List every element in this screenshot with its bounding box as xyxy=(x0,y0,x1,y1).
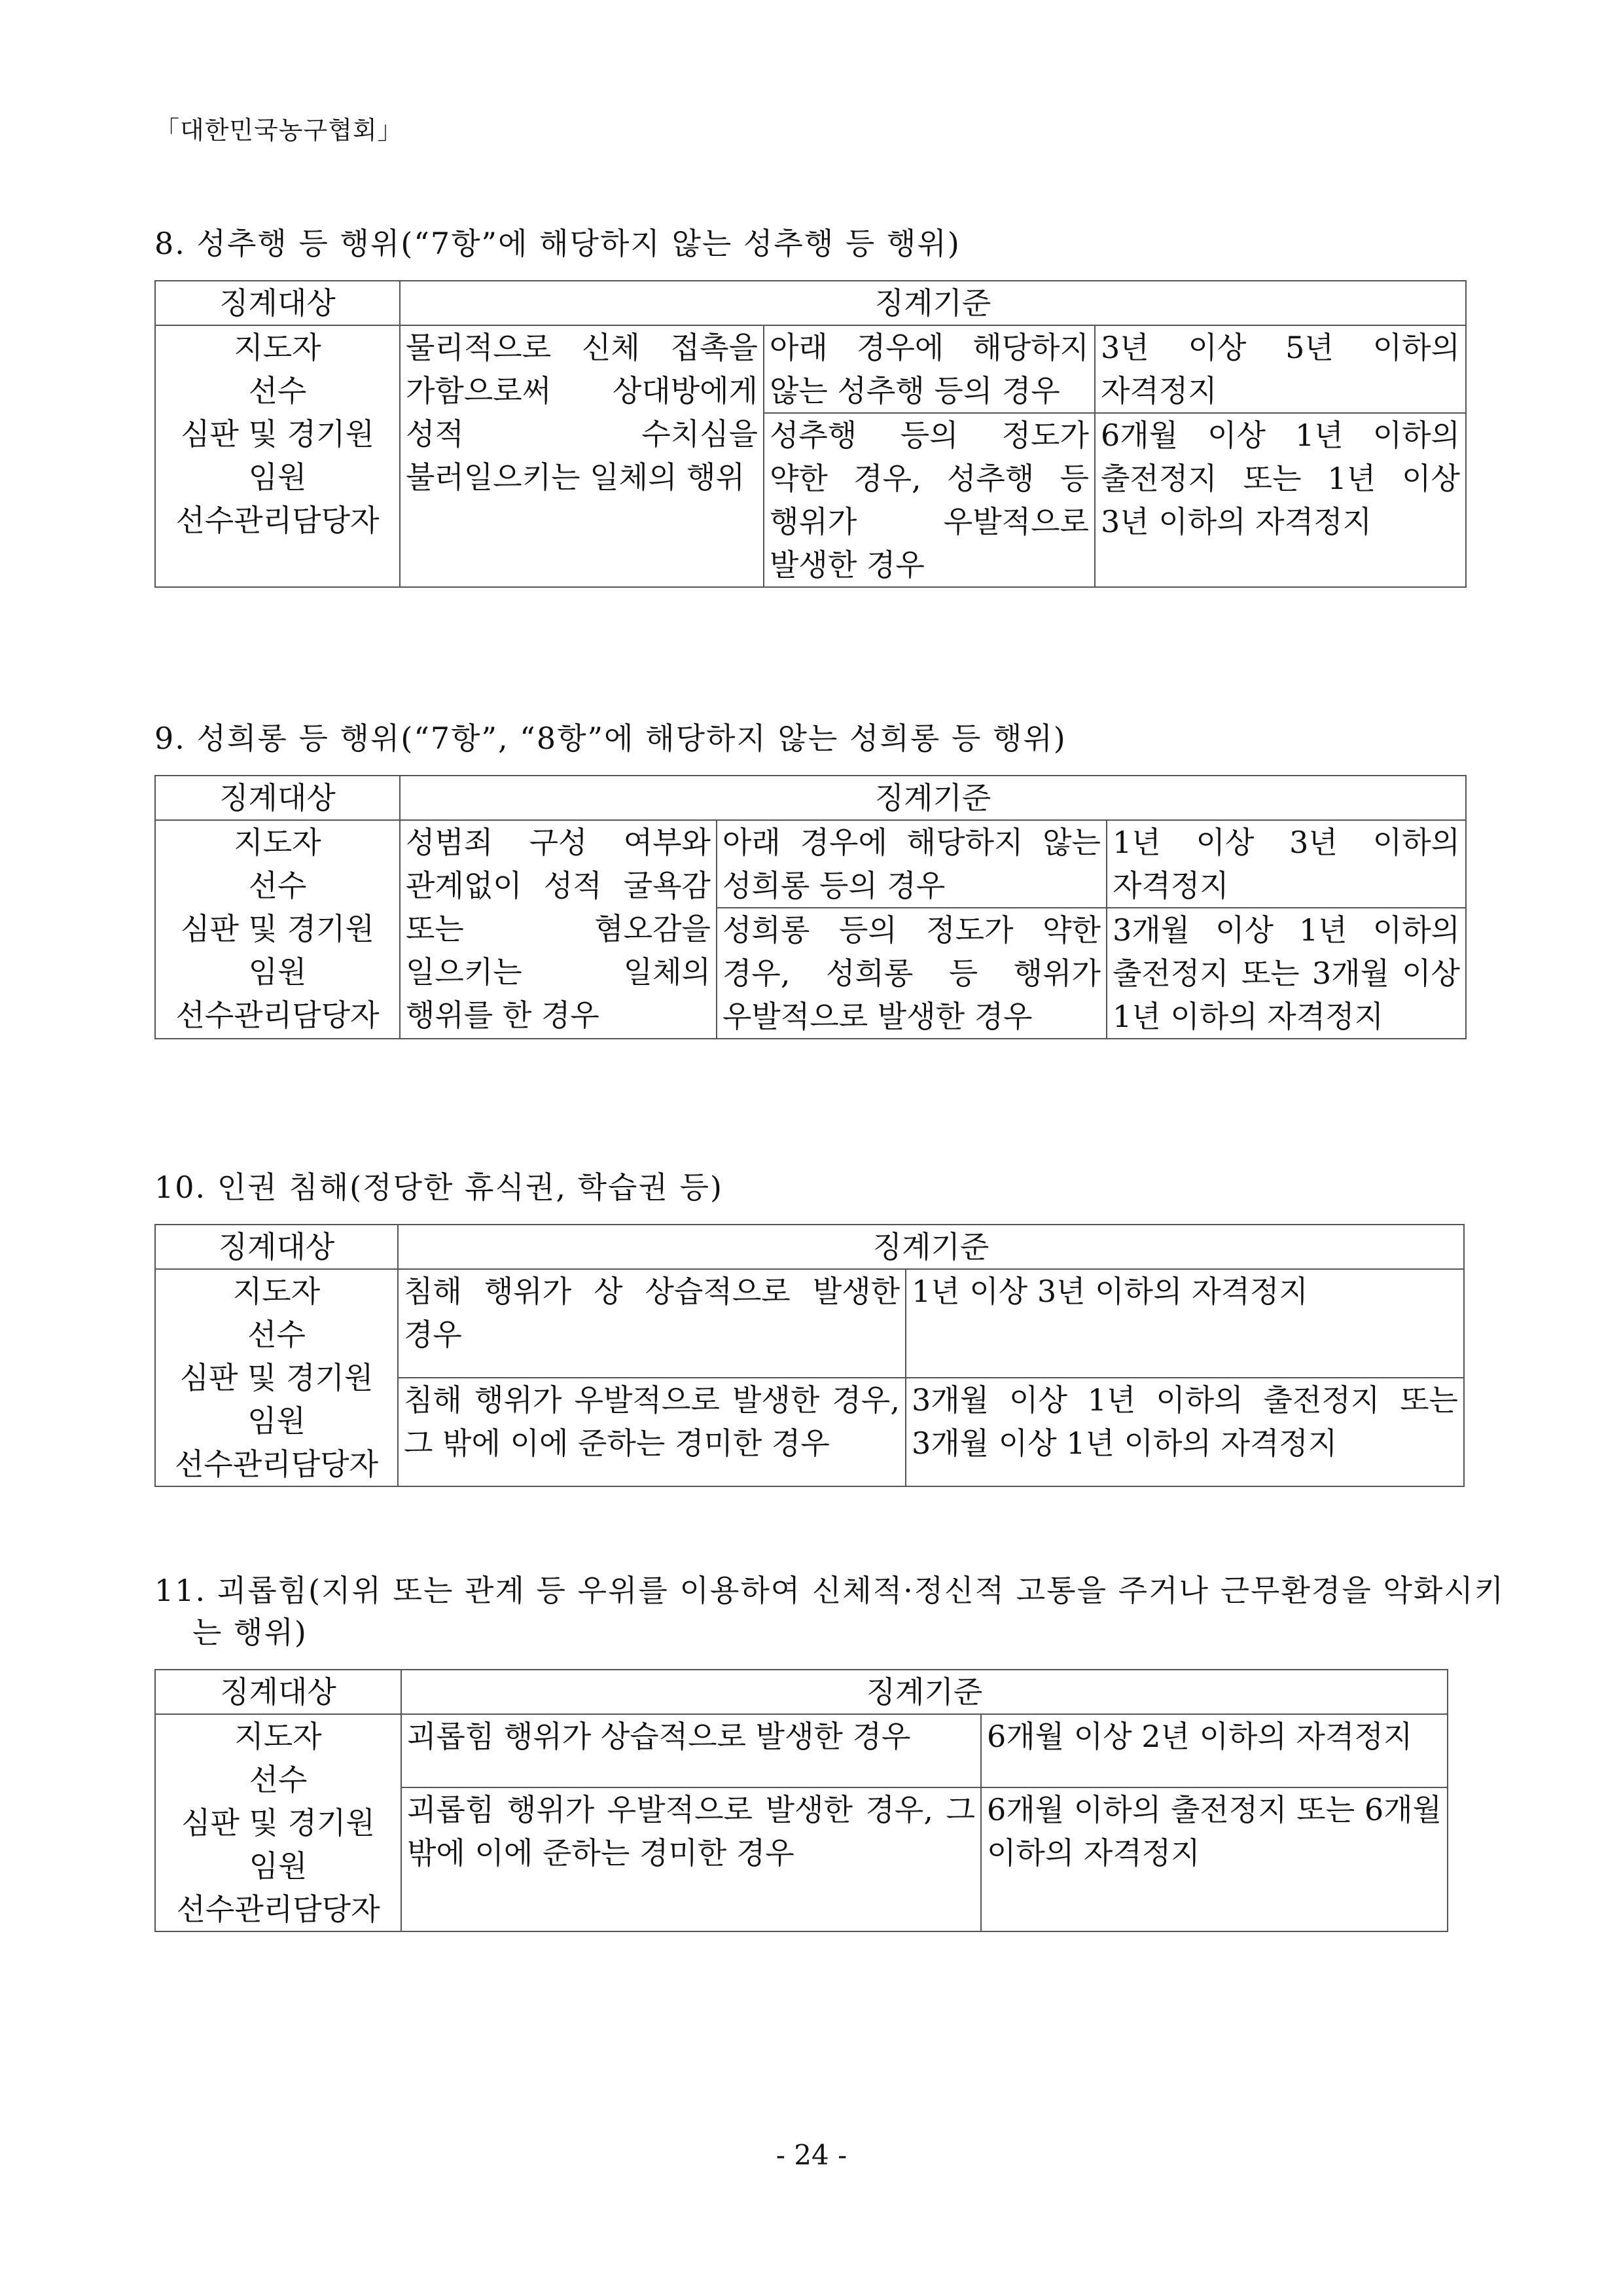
table-header-row xyxy=(155,1225,1464,1269)
table-row xyxy=(155,820,1466,908)
target-item: 선수관리담당자 xyxy=(175,503,380,538)
column-header-target: 징계대상 xyxy=(155,1670,401,1714)
condition-cell: 아래 경우에 해당하지 않는 성희롱 등의 경우 xyxy=(717,820,1107,908)
table-row xyxy=(155,1714,1448,1787)
column-header-criteria: 징계기준 xyxy=(400,281,1466,325)
penalty-cell: 6개월 이상 2년 이하의 자격정지 xyxy=(981,1714,1448,1787)
column-header-target: 징계대상 xyxy=(155,1225,398,1269)
target-item: 지도자 xyxy=(234,1719,322,1754)
target-item: 임원 xyxy=(248,954,307,990)
section-8 xyxy=(154,223,1467,588)
penalty-cell: 1년 이상 3년 이하의 자격정지 xyxy=(906,1269,1464,1378)
penalty-cell: 3년 이상 5년 이하의 자격정지 xyxy=(1095,325,1466,413)
section-11-table xyxy=(154,1669,1448,1932)
table-row xyxy=(155,1269,1464,1378)
section-10-table xyxy=(154,1224,1465,1487)
section-8-title: 8. 성추행 등 행위(“7항”에 해당하지 않는 성추행 등 행위) xyxy=(154,226,961,261)
target-item: 심판 및 경기원 xyxy=(181,416,374,452)
section-10 xyxy=(154,1166,1465,1487)
condition-cell: 성추행 등의 정도가 약한 경우, 성추행 등 행위가 우발적으로 발생한 경우 xyxy=(764,413,1095,587)
penalty-cell: 3개월 이상 1년 이하의 출전정지 또는 3개월 이상 1년 이하의 자격정지 xyxy=(1107,908,1466,1039)
behavior-definition: 성범죄 구성 여부와 관계없이 성적 굴욕감 또는 혐오감을 일으키는 일체의 행위를 한 경우 xyxy=(400,820,717,1039)
column-header-criteria: 징계기준 xyxy=(400,776,1466,820)
section-9-table xyxy=(154,775,1467,1039)
target-item: 임원 xyxy=(248,459,307,495)
target-item: 선수관리담당자 xyxy=(175,997,380,1033)
target-item: 지도자 xyxy=(232,1274,321,1309)
column-header-criteria: 징계기준 xyxy=(398,1225,1464,1269)
table-header-row xyxy=(155,1670,1448,1714)
penalty-cell: 6개월 이하의 출전정지 또는 6개월 이하의 자격정지 xyxy=(981,1787,1448,1931)
page-number: - 24 - xyxy=(776,2139,847,2171)
behavior-definition: 물리적으로 신체 접촉을 가함으로써 상대방에게 성적 수치심을 불러일으키는 일체의 행위 xyxy=(400,325,764,587)
table-header-row xyxy=(155,281,1466,325)
condition-cell: 침해 행위가 상 상습적으로 발생한 경우 xyxy=(398,1269,906,1378)
target-list xyxy=(155,1714,401,1931)
target-item: 선수관리담당자 xyxy=(174,1446,379,1482)
penalty-cell: 6개월 이상 1년 이하의 출전정지 또는 1년 이상 3년 이하의 자격정지 xyxy=(1095,413,1466,587)
penalty-cell: 1년 이상 3년 이하의 자격정지 xyxy=(1107,820,1466,908)
section-11-title: 11. 괴롭힘(지위 또는 관계 등 우위를 이용하여 신체적·정신적 고통을 주거나 근무환경을 악화시키는 행위) xyxy=(154,1573,1505,1650)
condition-cell: 괴롭힘 행위가 우발적으로 발생한 경우, 그 밖에 이에 준하는 경미한 경우 xyxy=(401,1787,981,1931)
target-item: 심판 및 경기원 xyxy=(181,911,374,946)
target-item: 선수 xyxy=(248,373,307,408)
target-item: 지도자 xyxy=(234,825,321,860)
target-item: 선수 xyxy=(247,1317,306,1352)
target-item: 심판 및 경기원 xyxy=(179,1360,374,1395)
condition-cell: 침해 행위가 우발적으로 발생한 경우, 그 밖에 이에 준하는 경미한 경우 xyxy=(398,1378,906,1486)
target-item: 선수 xyxy=(248,868,307,903)
target-item: 선수 xyxy=(249,1762,308,1797)
target-list xyxy=(155,1269,398,1486)
section-10-title: 10. 인권 침해(정당한 휴식권, 학습권 등) xyxy=(154,1170,723,1205)
target-item: 심판 및 경기원 xyxy=(181,1805,375,1840)
target-item: 지도자 xyxy=(234,330,321,365)
section-8-table xyxy=(154,280,1467,588)
document-header: 「대한민국농구협회」 xyxy=(154,116,403,145)
column-header-criteria: 징계기준 xyxy=(401,1670,1448,1714)
condition-cell: 성희롱 등의 정도가 약한 경우, 성희롱 등 행위가 우발적으로 발생한 경우 xyxy=(717,908,1107,1039)
penalty-cell: 3개월 이상 1년 이하의 출전정지 또는 3개월 이상 1년 이하의 자격정지 xyxy=(906,1378,1464,1486)
section-11 xyxy=(154,1570,1508,1932)
target-item: 선수관리담당자 xyxy=(176,1892,380,1927)
target-item: 임원 xyxy=(247,1403,306,1439)
target-list xyxy=(155,820,400,1039)
column-header-target: 징계대상 xyxy=(155,776,400,820)
column-header-target: 징계대상 xyxy=(155,281,400,325)
table-header-row xyxy=(155,776,1466,820)
condition-cell: 괴롭힘 행위가 상습적으로 발생한 경우 xyxy=(401,1714,981,1787)
target-item: 임원 xyxy=(249,1848,308,1884)
target-list xyxy=(155,325,400,587)
condition-cell: 아래 경우에 해당하지 않는 성추행 등의 경우 xyxy=(764,325,1095,413)
table-row xyxy=(155,325,1466,413)
section-9-title: 9. 성희롱 등 행위(“7항”, “8항”에 해당하지 않는 성희롱 등 행위) xyxy=(154,721,1067,756)
section-9 xyxy=(154,717,1467,1039)
